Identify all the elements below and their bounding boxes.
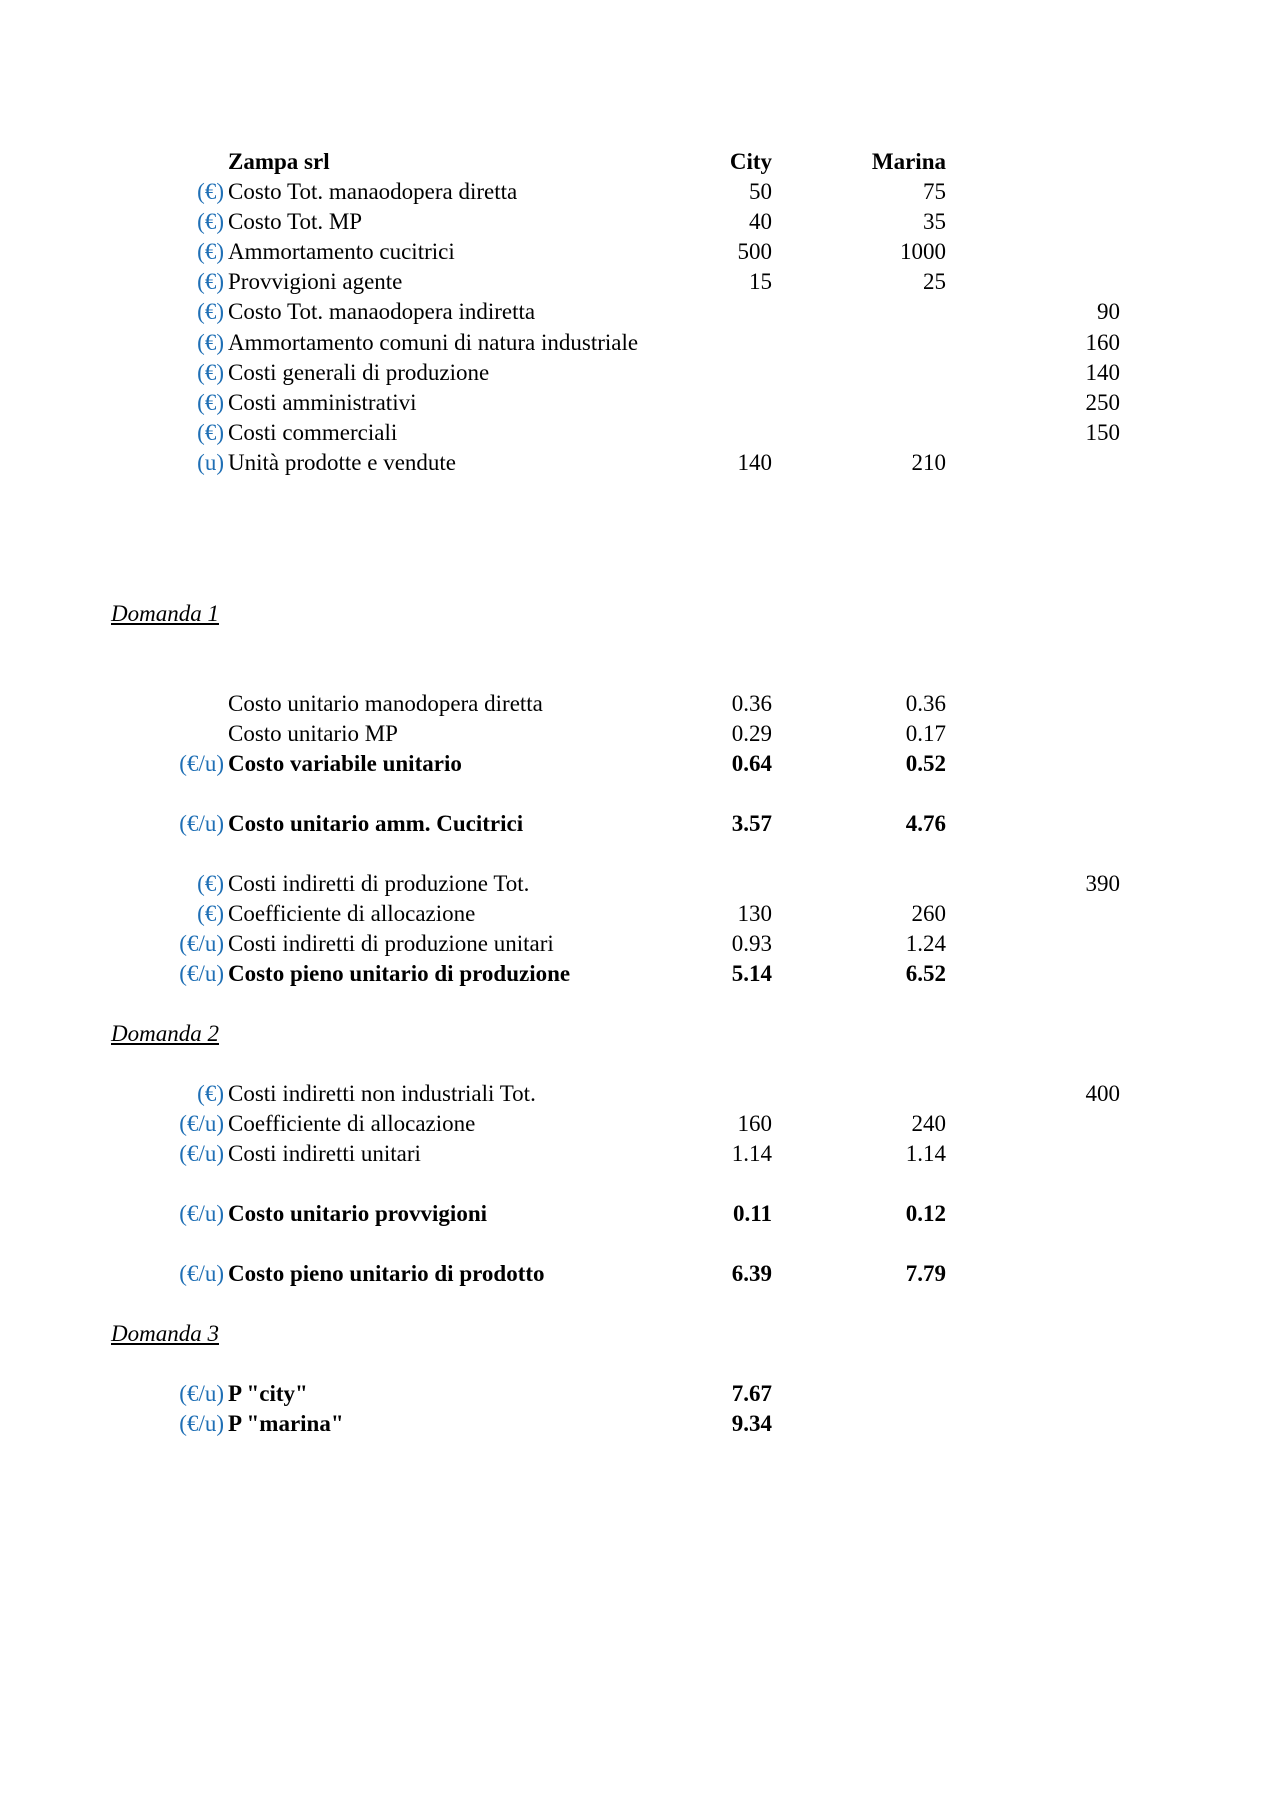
- row-label: Costo unitario provvigioni: [228, 1201, 487, 1226]
- city-value: 130: [737, 901, 772, 926]
- header-row: [0, 147, 1280, 177]
- marina-value: 6.52: [905, 961, 946, 986]
- row-label: Unità prodotte e vendute: [228, 450, 457, 475]
- calc-row: [0, 719, 1280, 749]
- section-heading-domanda-1: [0, 599, 1280, 629]
- marina-value: 240: [911, 1111, 946, 1136]
- section-title: Domanda 1: [111, 601, 219, 626]
- unit-label: (€): [197, 330, 224, 355]
- total-value: 250: [1085, 390, 1120, 415]
- input-row: [0, 177, 1280, 207]
- marina-value: 260: [911, 901, 946, 926]
- city-value: 0.36: [731, 691, 772, 716]
- marina-value: 35: [923, 209, 946, 234]
- city-value: 6.39: [731, 1261, 772, 1286]
- input-row: [0, 358, 1280, 388]
- city-value: 0.64: [731, 751, 772, 776]
- city-value: 1.14: [731, 1141, 772, 1166]
- unit-label: (€): [197, 420, 224, 445]
- unit-label: (€): [197, 209, 224, 234]
- calc-row-total: [0, 749, 1280, 779]
- unit-label: (€): [197, 360, 224, 385]
- unit-label: (€/u): [179, 931, 224, 956]
- marina-value: 25: [923, 269, 946, 294]
- input-row: [0, 237, 1280, 267]
- row-label: Costo variabile unitario: [228, 751, 462, 776]
- total-value: 160: [1085, 330, 1120, 355]
- input-row: [0, 328, 1280, 358]
- calc-row-total: [0, 809, 1280, 839]
- unit-label: (€): [197, 299, 224, 324]
- unit-label: (€): [197, 871, 224, 896]
- unit-label: (€/u): [179, 1141, 224, 1166]
- city-value: 3.57: [731, 811, 772, 836]
- input-row: [0, 448, 1280, 478]
- calc-row: [0, 1109, 1280, 1139]
- city-value: 15: [749, 269, 772, 294]
- row-label: Costo Tot. manaodopera indiretta: [228, 299, 536, 324]
- row-label: Ammortamento cucitrici: [228, 239, 455, 264]
- unit-label: (€): [197, 269, 224, 294]
- marina-value: 0.36: [905, 691, 946, 716]
- calc-row-total: [0, 959, 1280, 989]
- row-label: P "city": [228, 1381, 308, 1406]
- row-label: Costo Tot. MP: [228, 209, 363, 234]
- city-value: 140: [737, 450, 772, 475]
- marina-value: 7.79: [905, 1261, 946, 1286]
- input-row: [0, 297, 1280, 327]
- city-value: 500: [737, 239, 772, 264]
- calc-row: [0, 929, 1280, 959]
- row-label: Costo Tot. manaodopera diretta: [228, 179, 518, 204]
- row-label: Coefficiente di allocazione: [228, 1111, 476, 1136]
- row-label: Costo pieno unitario di prodotto: [228, 1261, 545, 1286]
- marina-value: 0.52: [905, 751, 946, 776]
- calc-row: [0, 869, 1280, 899]
- row-label: Costo pieno unitario di produzione: [228, 961, 571, 986]
- calc-row: [0, 899, 1280, 929]
- column-header-marina: Marina: [871, 149, 946, 174]
- calc-row-total: [0, 1259, 1280, 1289]
- city-value: 0.29: [731, 721, 772, 746]
- city-value: 0.93: [731, 931, 772, 956]
- calc-row-total: [0, 1379, 1280, 1409]
- city-value: 160: [737, 1111, 772, 1136]
- row-label: Costo unitario amm. Cucitrici: [228, 811, 524, 836]
- row-label: Costi generali di produzione: [228, 360, 490, 385]
- unit-label: (€/u): [179, 1111, 224, 1136]
- marina-value: 0.12: [905, 1201, 946, 1226]
- input-row: [0, 267, 1280, 297]
- input-row: [0, 207, 1280, 237]
- marina-value: 210: [911, 450, 946, 475]
- calc-row: [0, 689, 1280, 719]
- unit-label: (€): [197, 179, 224, 204]
- row-label: Costo unitario manodopera diretta: [228, 691, 543, 716]
- unit-label: (€/u): [179, 1201, 224, 1226]
- calc-row: [0, 1139, 1280, 1169]
- marina-value: 1000: [900, 239, 946, 264]
- row-label: Costi amministrativi: [228, 390, 417, 415]
- city-value: 9.34: [731, 1411, 772, 1436]
- total-value: 390: [1085, 871, 1120, 896]
- row-label: Costi indiretti unitari: [228, 1141, 421, 1166]
- city-value: 50: [749, 179, 772, 204]
- calc-row-total: [0, 1409, 1280, 1439]
- unit-label: (€/u): [179, 1261, 224, 1286]
- row-label: Costo unitario MP: [228, 721, 398, 746]
- input-row: [0, 418, 1280, 448]
- unit-label: (u): [197, 450, 224, 475]
- marina-value: 75: [923, 179, 946, 204]
- section-title: Domanda 3: [111, 1321, 219, 1346]
- input-row: [0, 388, 1280, 418]
- section-heading-domanda-2: [0, 1019, 1280, 1049]
- row-label: P "marina": [228, 1411, 344, 1436]
- marina-value: 4.76: [905, 811, 946, 836]
- total-value: 90: [1097, 299, 1120, 324]
- calc-row: [0, 1079, 1280, 1109]
- unit-label: (€): [197, 1081, 224, 1106]
- section-heading-domanda-3: [0, 1319, 1280, 1349]
- row-label: Ammortamento comuni di natura industriale: [228, 330, 639, 355]
- unit-label: (€): [197, 390, 224, 415]
- unit-label: (€/u): [179, 1411, 224, 1436]
- unit-label: (€/u): [179, 811, 224, 836]
- total-value: 400: [1085, 1081, 1120, 1106]
- row-label: Costi commerciali: [228, 420, 398, 445]
- total-value: 140: [1085, 360, 1120, 385]
- marina-value: 1.14: [905, 1141, 946, 1166]
- section-title: Domanda 2: [111, 1021, 219, 1046]
- unit-label: (€/u): [179, 751, 224, 776]
- row-label: Coefficiente di allocazione: [228, 901, 476, 926]
- city-value: 7.67: [731, 1381, 772, 1406]
- city-value: 0.11: [733, 1201, 772, 1226]
- marina-value: 0.17: [905, 721, 946, 746]
- row-label: Costi indiretti non industriali Tot.: [228, 1081, 536, 1106]
- unit-label: (€): [197, 239, 224, 264]
- total-value: 150: [1085, 420, 1120, 445]
- calc-row-total: [0, 1199, 1280, 1229]
- unit-label: (€/u): [179, 1381, 224, 1406]
- column-header-city: City: [729, 149, 772, 174]
- company-name: Zampa srl: [228, 149, 330, 174]
- row-label: Costi indiretti di produzione Tot.: [228, 871, 530, 896]
- row-label: Costi indiretti di produzione unitari: [228, 931, 554, 956]
- row-label: Provvigioni agente: [228, 269, 403, 294]
- city-value: 40: [749, 209, 772, 234]
- unit-label: (€): [197, 901, 224, 926]
- unit-label: (€/u): [179, 961, 224, 986]
- marina-value: 1.24: [905, 931, 946, 956]
- city-value: 5.14: [731, 961, 772, 986]
